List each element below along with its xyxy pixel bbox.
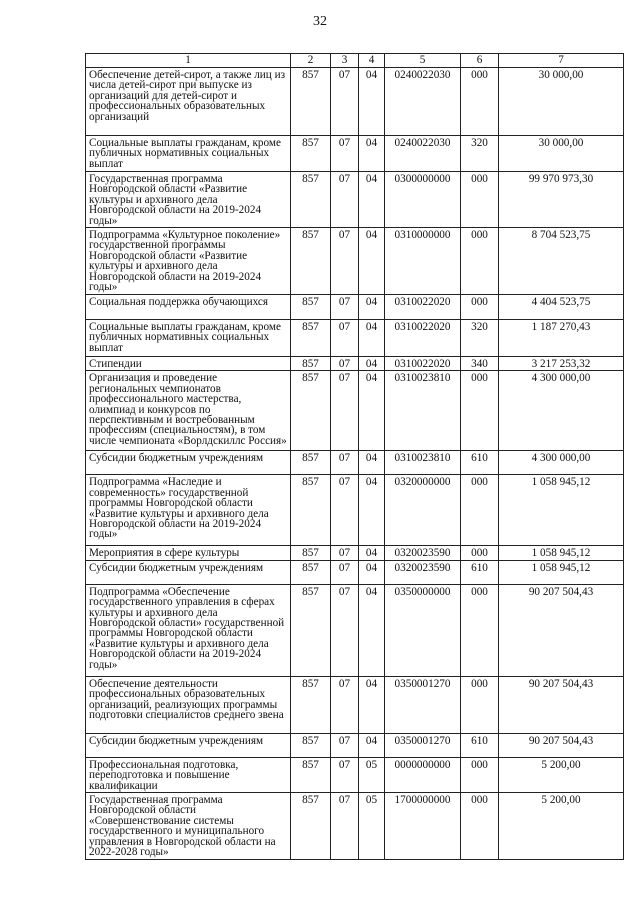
row-subsection-cell: 04 — [359, 546, 385, 560]
row-admin-cell: 857 — [291, 757, 331, 792]
row-expense-type-cell: 000 — [461, 68, 499, 136]
row-admin-cell: 857 — [291, 546, 331, 560]
row-target-cell: 0310023810 — [385, 451, 461, 475]
row-subsection-cell: 04 — [359, 451, 385, 475]
row-target-cell: 0320023590 — [385, 560, 461, 584]
header-row — [86, 54, 624, 68]
row-section-cell: 07 — [331, 136, 359, 172]
row-expense-type-cell: 000 — [461, 295, 499, 320]
row-name-cell: Обеспечение деятельности профессиональных образовательных организаций, реализующих программы подготовки специалистов среднего звена — [86, 676, 291, 733]
row-expense-type-cell: 000 — [461, 228, 499, 295]
row-section-cell: 07 — [331, 451, 359, 475]
row-name-cell: Социальные выплаты гражданам, кроме публичных нормативных социальных выплат — [86, 136, 291, 172]
column-header: 6 — [461, 54, 499, 68]
row-target-cell: 0350000000 — [385, 584, 461, 676]
row-target-cell: 0310022020 — [385, 295, 461, 320]
table-row — [86, 295, 624, 320]
row-section-cell: 07 — [331, 68, 359, 136]
row-subsection-cell: 04 — [359, 172, 385, 228]
row-admin-cell: 857 — [291, 676, 331, 733]
table-row — [86, 172, 624, 228]
row-subsection-cell: 04 — [359, 560, 385, 584]
row-admin-cell: 857 — [291, 172, 331, 228]
row-amount-cell: 4 300 000,00 — [499, 371, 624, 451]
row-expense-type-cell: 000 — [461, 546, 499, 560]
column-header: 2 — [291, 54, 331, 68]
table-row — [86, 136, 624, 172]
row-expense-type-cell: 000 — [461, 757, 499, 792]
table-row — [86, 371, 624, 451]
row-target-cell: 0240022030 — [385, 136, 461, 172]
table-row — [86, 475, 624, 546]
row-target-cell: 0350001270 — [385, 733, 461, 757]
row-section-cell: 07 — [331, 793, 359, 860]
row-amount-cell: 1 058 945,12 — [499, 546, 624, 560]
table-row — [86, 757, 624, 792]
row-amount-cell: 90 207 504,43 — [499, 584, 624, 676]
column-header: 7 — [499, 54, 624, 68]
row-admin-cell: 857 — [291, 357, 331, 371]
row-amount-cell: 99 970 973,30 — [499, 172, 624, 228]
row-expense-type-cell: 000 — [461, 475, 499, 546]
row-name-cell: Подпрограмма «Культурное поколение» государственной программы Новгородской области «Развитие культуры и архивного дела Новгородской области на 2019-2024 годы» — [86, 228, 291, 295]
row-admin-cell: 857 — [291, 320, 331, 357]
column-header: 5 — [385, 54, 461, 68]
table-row — [86, 584, 624, 676]
row-amount-cell: 1 058 945,12 — [499, 475, 624, 546]
budget-table — [85, 53, 624, 860]
row-expense-type-cell: 000 — [461, 172, 499, 228]
table-row — [86, 733, 624, 757]
row-admin-cell: 857 — [291, 733, 331, 757]
row-admin-cell: 857 — [291, 451, 331, 475]
row-expense-type-cell: 320 — [461, 136, 499, 172]
row-admin-cell: 857 — [291, 475, 331, 546]
row-target-cell: 0310022020 — [385, 357, 461, 371]
row-amount-cell: 5 200,00 — [499, 793, 624, 860]
table-row — [86, 451, 624, 475]
row-section-cell: 07 — [331, 733, 359, 757]
row-name-cell: Государственная программа Новгородской области «Совершенствование системы государственного и муниципального управления в Новгородской области на 2022-2028 годы» — [86, 793, 291, 860]
row-amount-cell: 8 704 523,75 — [499, 228, 624, 295]
row-amount-cell: 5 200,00 — [499, 757, 624, 792]
row-admin-cell: 857 — [291, 136, 331, 172]
table-row — [86, 676, 624, 733]
row-name-cell: Профессиональная подготовка, переподготовка и повышение квалификации — [86, 757, 291, 792]
row-subsection-cell: 05 — [359, 757, 385, 792]
row-subsection-cell: 04 — [359, 676, 385, 733]
row-section-cell: 07 — [331, 757, 359, 792]
row-section-cell: 07 — [331, 320, 359, 357]
row-subsection-cell: 04 — [359, 584, 385, 676]
row-target-cell: 1700000000 — [385, 793, 461, 860]
row-expense-type-cell: 610 — [461, 560, 499, 584]
row-name-cell: Стипендии — [86, 357, 291, 371]
row-subsection-cell: 04 — [359, 371, 385, 451]
row-name-cell: Подпрограмма «Обеспечение государственного управления в сферах культуры и архивного дела Новгородской области» государственной программы Новгородской области «Развитие культуры и архивного дела Новгородской области на 2019-2024 годы» — [86, 584, 291, 676]
row-amount-cell: 30 000,00 — [499, 68, 624, 136]
row-target-cell: 0310000000 — [385, 228, 461, 295]
row-name-cell: Социальная поддержка обучающихся — [86, 295, 291, 320]
row-amount-cell: 1 187 270,43 — [499, 320, 624, 357]
row-amount-cell: 90 207 504,43 — [499, 733, 624, 757]
table-row — [86, 546, 624, 560]
row-name-cell: Обеспечение детей-сирот, а также лиц из числа детей-сирот при выпуске из организаций для детей-сирот и профессиональных образовательных организаций — [86, 68, 291, 136]
row-name-cell: Мероприятия в сфере культуры — [86, 546, 291, 560]
row-target-cell: 0300000000 — [385, 172, 461, 228]
row-name-cell: Субсидии бюджетным учреждениям — [86, 733, 291, 757]
row-amount-cell: 4 404 523,75 — [499, 295, 624, 320]
row-amount-cell: 30 000,00 — [499, 136, 624, 172]
table-row — [86, 68, 624, 136]
row-target-cell: 0310023810 — [385, 371, 461, 451]
row-admin-cell: 857 — [291, 793, 331, 860]
row-section-cell: 07 — [331, 228, 359, 295]
row-admin-cell: 857 — [291, 560, 331, 584]
row-target-cell: 0240022030 — [385, 68, 461, 136]
row-section-cell: 07 — [331, 560, 359, 584]
row-subsection-cell: 04 — [359, 68, 385, 136]
row-name-cell: Подпрограмма «Наследие и современность» государственной программы Новгородской области «Развитие культуры и архивного дела Новгородской области на 2019-2024 годы» — [86, 475, 291, 546]
row-subsection-cell: 04 — [359, 357, 385, 371]
row-expense-type-cell: 000 — [461, 793, 499, 860]
table-row — [86, 357, 624, 371]
row-amount-cell: 3 217 253,32 — [499, 357, 624, 371]
row-target-cell: 0310022020 — [385, 320, 461, 357]
table-row — [86, 228, 624, 295]
row-expense-type-cell: 000 — [461, 371, 499, 451]
row-admin-cell: 857 — [291, 68, 331, 136]
row-amount-cell: 90 207 504,43 — [499, 676, 624, 733]
row-section-cell: 07 — [331, 357, 359, 371]
row-subsection-cell: 04 — [359, 475, 385, 546]
row-section-cell: 07 — [331, 295, 359, 320]
row-expense-type-cell: 000 — [461, 676, 499, 733]
row-expense-type-cell: 000 — [461, 584, 499, 676]
row-section-cell: 07 — [331, 584, 359, 676]
page-number: 32 — [313, 14, 327, 29]
row-subsection-cell: 04 — [359, 228, 385, 295]
table-body — [86, 68, 624, 860]
row-expense-type-cell: 610 — [461, 451, 499, 475]
column-header: 1 — [86, 54, 291, 68]
row-subsection-cell: 04 — [359, 320, 385, 357]
row-section-cell: 07 — [331, 475, 359, 546]
row-admin-cell: 857 — [291, 228, 331, 295]
row-subsection-cell: 04 — [359, 733, 385, 757]
row-name-cell: Субсидии бюджетным учреждениям — [86, 560, 291, 584]
row-target-cell: 0320000000 — [385, 475, 461, 546]
row-target-cell: 0000000000 — [385, 757, 461, 792]
table-row — [86, 560, 624, 584]
table-row — [86, 793, 624, 860]
row-target-cell: 0350001270 — [385, 676, 461, 733]
row-expense-type-cell: 340 — [461, 357, 499, 371]
row-subsection-cell: 04 — [359, 136, 385, 172]
row-name-cell: Государственная программа Новгородской области «Развитие культуры и архивного дела Новгородской области на 2019-2024 годы» — [86, 172, 291, 228]
row-section-cell: 07 — [331, 676, 359, 733]
row-subsection-cell: 04 — [359, 295, 385, 320]
column-header: 3 — [331, 54, 359, 68]
row-section-cell: 07 — [331, 172, 359, 228]
row-admin-cell: 857 — [291, 584, 331, 676]
table-row — [86, 320, 624, 357]
row-section-cell: 07 — [331, 546, 359, 560]
row-name-cell: Субсидии бюджетным учреждениям — [86, 451, 291, 475]
row-amount-cell: 1 058 945,12 — [499, 560, 624, 584]
row-name-cell: Социальные выплаты гражданам, кроме публичных нормативных социальных выплат — [86, 320, 291, 357]
row-expense-type-cell: 610 — [461, 733, 499, 757]
row-amount-cell: 4 300 000,00 — [499, 451, 624, 475]
row-admin-cell: 857 — [291, 371, 331, 451]
row-admin-cell: 857 — [291, 295, 331, 320]
row-subsection-cell: 05 — [359, 793, 385, 860]
row-name-cell: Организация и проведение региональных чемпионатов профессионального мастерства, олимпиад и конкурсов по перспективным и востребованным профессиям (специальностям), в том числе чемпионата «Ворлдскиллс Россия» — [86, 371, 291, 451]
row-section-cell: 07 — [331, 371, 359, 451]
row-target-cell: 0320023590 — [385, 546, 461, 560]
column-header: 4 — [359, 54, 385, 68]
row-expense-type-cell: 320 — [461, 320, 499, 357]
